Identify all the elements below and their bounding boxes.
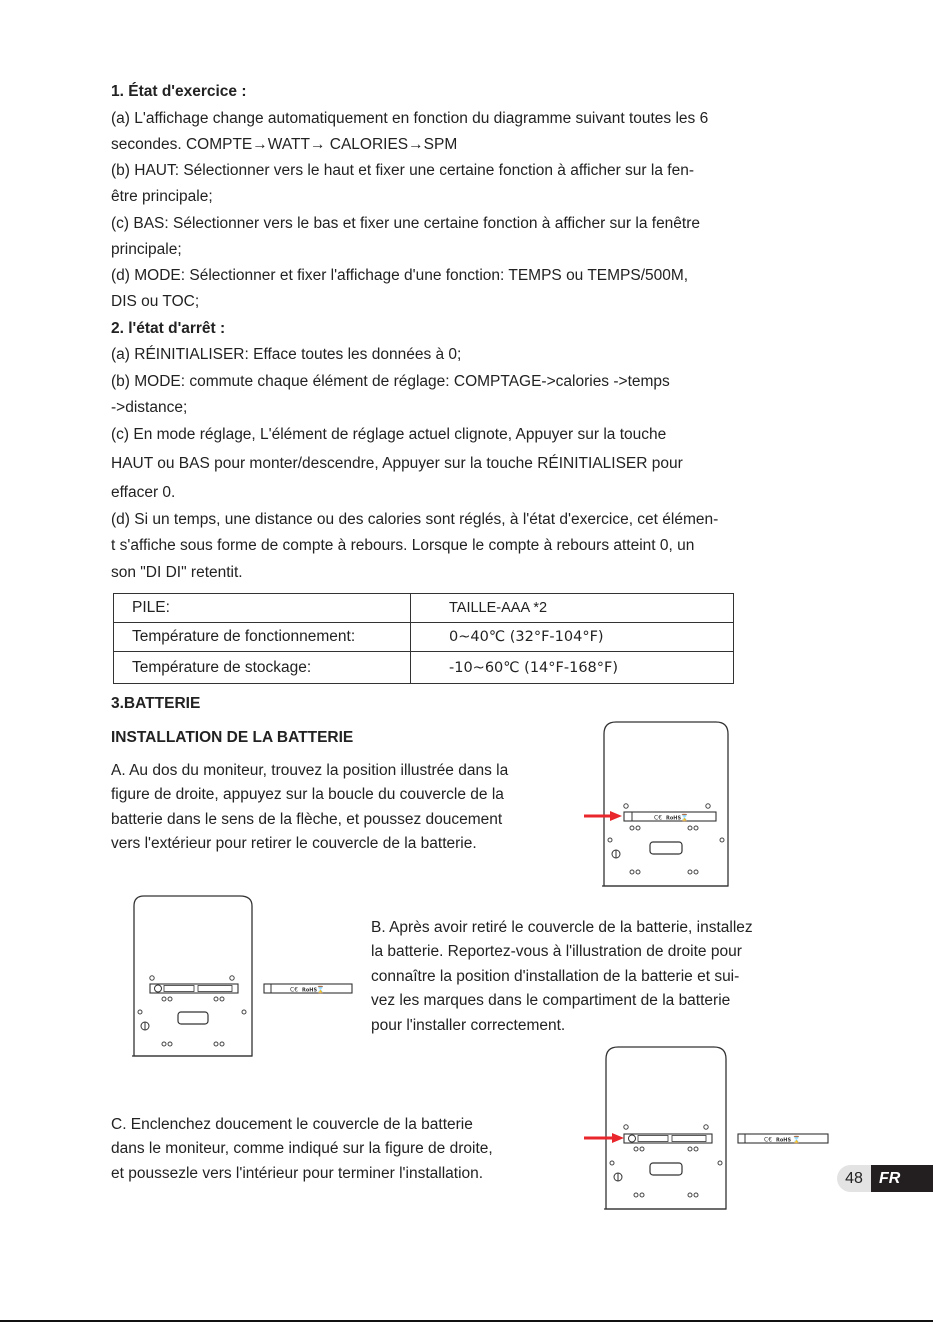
svg-text:⌛: ⌛ (316, 986, 325, 994)
section2-line: (d) Si un temps, une distance ou des calories sont réglés, à l'état d'exercice, cet élémen- (111, 511, 719, 528)
section2-line: (b) MODE: commute chaque élément de réglage: COMPTAGE->calories ->temps (111, 373, 670, 390)
step-b-line: connaître la position d'installation de la batterie et sui- (371, 967, 740, 985)
section1-line: principale; (111, 241, 182, 258)
section1-line: être principale; (111, 188, 213, 205)
section1-line: (c) BAS: Sélectionner vers le bas et fixer une certaine fonction à afficher sur la fenêtre (111, 215, 701, 232)
section2-line: t s'affiche sous forme de compte à rebours. Lorsque le compte à rebours atteint 0, un (111, 537, 695, 554)
section1-line: secondes. COMPTE→WATT→ CALORIES→SPM (111, 136, 458, 153)
step-b-line: pour l'installer correctement. (371, 1016, 566, 1034)
ce-mark: C€ (764, 1136, 773, 1144)
step-c-line: et poussezle vers l'intérieur pour terminer l'installation. (111, 1164, 484, 1182)
section1-line: (b) HAUT: Sélectionner vers le haut et fixer une certaine fonction à afficher sur la fen- (111, 162, 694, 179)
svg-text:⌛: ⌛ (680, 814, 689, 822)
step-c-text (111, 1113, 493, 1186)
section2-line: effacer 0. (111, 484, 176, 501)
section2-line: HAUT ou BAS pour monter/descendre, Appuyer sur la touche RÉINITIALISER pour (111, 455, 683, 472)
section1-line: (d) MODE: Sélectionner et fixer l'affichage d'une fonction: TEMPS ou TEMPS/500M, (111, 267, 689, 284)
section2-line: (a) RÉINITIALISER: Efface toutes les données à 0; (111, 346, 462, 363)
step-a-line: figure de droite, appuyez sur la boucle du couvercle de la (111, 786, 504, 804)
section2-heading: 2. l'état d'arrêt : (111, 320, 226, 337)
rohs-mark: RoHS (776, 1137, 792, 1144)
spec-label: Température de fonctionnement: (114, 623, 411, 652)
ce-mark: C€ (290, 986, 299, 994)
table-row (114, 594, 734, 623)
step-c-line: dans le moniteur, comme indiqué sur la figure de droite, (111, 1140, 493, 1158)
step-b-line: B. Après avoir retiré le couvercle de la batterie, installez (371, 919, 753, 936)
section1-heading: 1. État d'exercice : (111, 83, 247, 100)
step-c-line: C. Enclenchez doucement le couvercle de la batterie (111, 1116, 473, 1133)
step-b-line: vez les marques dans le compartiment de la batterie (371, 992, 731, 1010)
step-b-line: la batterie. Reportez-vous à l'illustration de droite pour (371, 943, 742, 961)
spec-table (113, 593, 734, 684)
section3-heading: 3.BATTERIE (111, 695, 201, 712)
page-number: 48 (837, 1165, 871, 1192)
spec-value: -10~60℃ (14°F-168°F) (411, 652, 734, 684)
monitor-back-figure-a (580, 718, 730, 890)
section1-line: DIS ou TOC; (111, 293, 200, 310)
section2-line: son "DI DI" retentit. (111, 564, 243, 581)
bottom-rule (0, 1320, 933, 1322)
step-a-text (111, 759, 508, 857)
step-a-line: vers l'extérieur pour retirer le couvercle de la batterie. (111, 835, 477, 853)
spec-label: PILE: (114, 594, 411, 623)
section3-subheading: INSTALLATION DE LA BATTERIE (111, 729, 354, 746)
step-b-text (371, 916, 753, 1038)
rohs-mark: RoHS (666, 815, 682, 822)
section2-line: ->distance; (111, 399, 188, 416)
table-row (114, 623, 734, 652)
table-row (114, 652, 734, 684)
spec-value: TAILLE-AAA *2 (411, 594, 734, 623)
step-a-line: A. Au dos du moniteur, trouvez la position illustrée dans la (111, 762, 509, 779)
section2-line: (c) En mode réglage, L'élément de réglage actuel clignote, Appuyer sur la touche (111, 426, 667, 443)
rohs-mark: RoHS (302, 987, 318, 994)
ce-mark: C€ (654, 814, 663, 822)
section1-line: (a) L'affichage change automatiquement en fonction du diagramme suivant toutes les 6 (111, 110, 709, 127)
monitor-back-figure-b (128, 892, 360, 1060)
spec-value: 0~40℃ (32°F-104°F) (411, 623, 734, 652)
page-badge (837, 1165, 933, 1192)
spec-label: Température de stockage: (114, 652, 411, 684)
svg-text:⌛: ⌛ (792, 1136, 801, 1144)
language-label: FR (871, 1165, 933, 1192)
monitor-back-figure-c (580, 1043, 832, 1213)
step-a-line: batterie dans le sens de la flèche, et poussez doucement (111, 810, 503, 828)
